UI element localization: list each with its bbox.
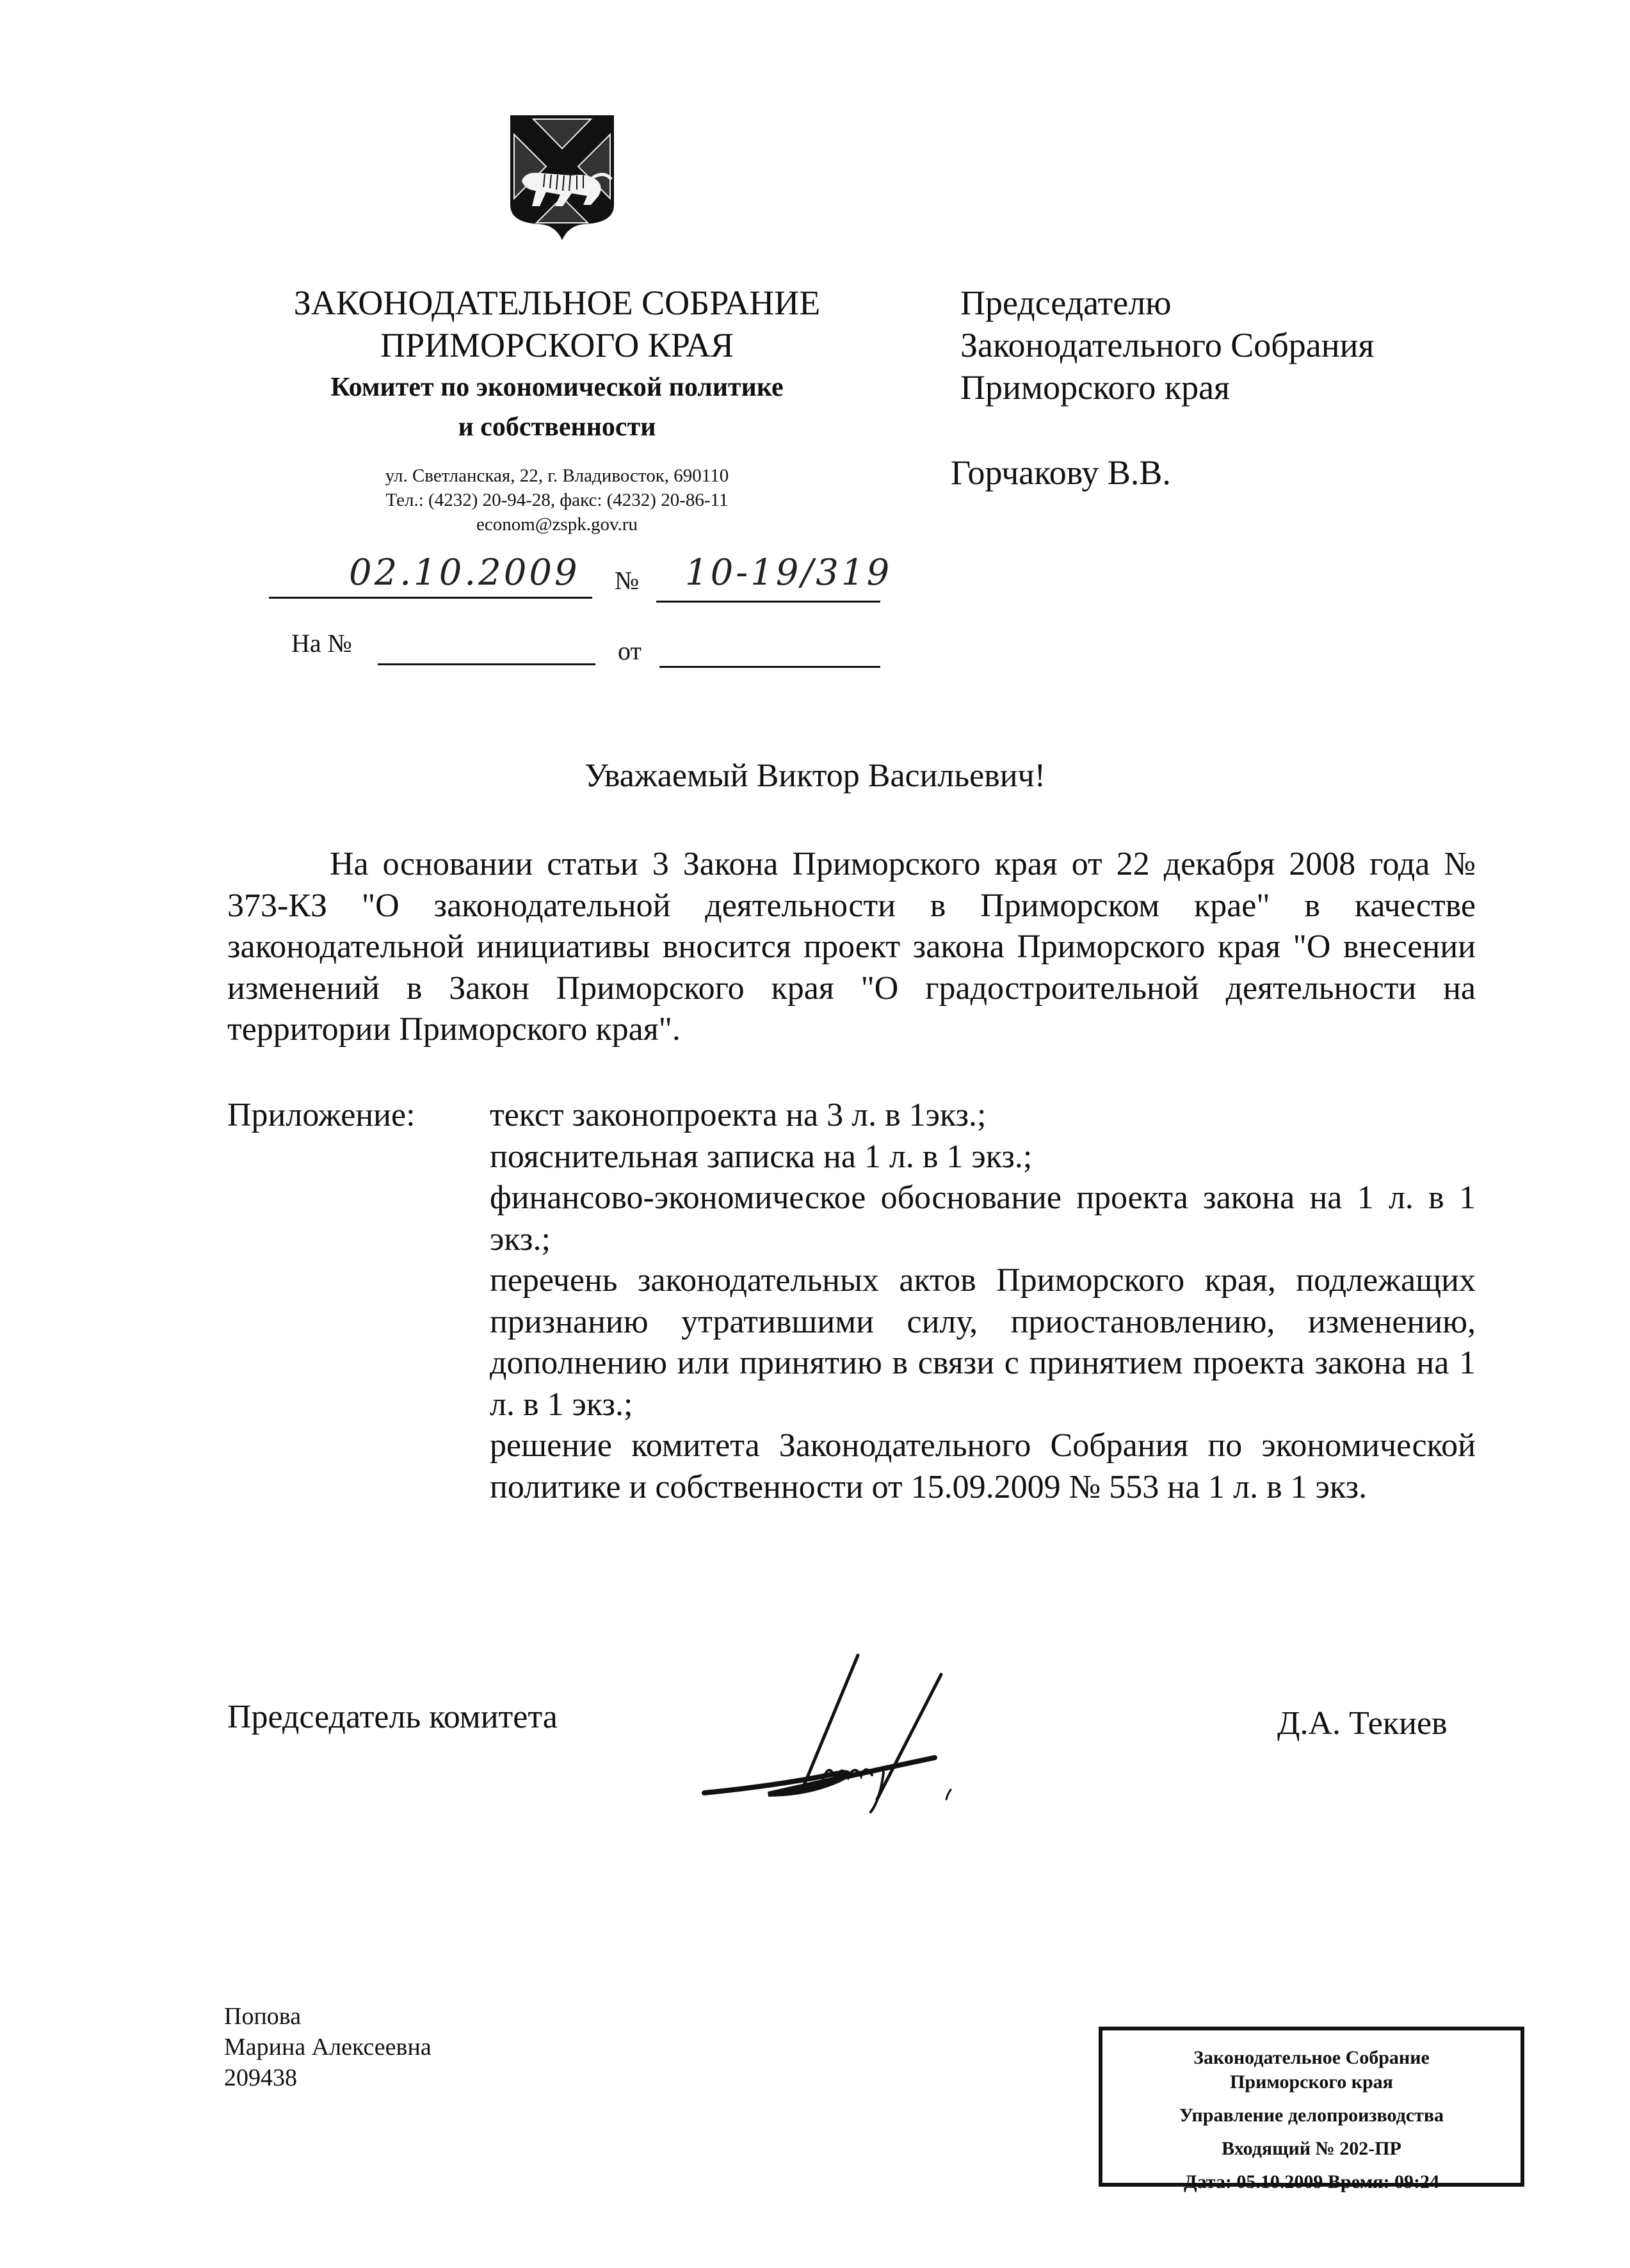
executor-phone: 209438 — [224, 2064, 297, 2091]
letterhead — [243, 282, 871, 537]
committee-name-line1: Комитет по экономической политике — [330, 373, 784, 402]
from-underline — [659, 666, 880, 668]
attachment-item: пояснительная записка на 1 л. в 1 экз.; — [490, 1138, 1033, 1175]
stamp-line2: Приморского края — [1230, 2071, 1393, 2093]
stamp-line3: Управление делопроизводства — [1179, 2105, 1444, 2126]
attachments-list — [490, 1095, 1476, 1508]
attachment-item: финансово-экономическое обоснование проекта закона на 1 л. в 1 экз.; — [490, 1179, 1476, 1258]
org-name-line2: ПРИМОРСКОГО КРАЯ — [380, 326, 734, 364]
date-underline — [269, 597, 592, 599]
org-address: ул. Светланская, 22, г. Владивосток, 690110 — [385, 466, 729, 486]
stamp-line1: Законодательное Собрание — [1193, 2047, 1430, 2068]
attachment-item: текст законопроекта на 3 л. в 1экз.; — [490, 1097, 987, 1133]
stamp-line4: Входящий № 202-ПР — [1222, 2138, 1401, 2159]
incoming-registration-stamp — [1099, 2027, 1524, 2192]
reply-to-label: На № — [291, 629, 352, 658]
outgoing-date: 02.10.2009 — [349, 552, 580, 594]
executor-surname: Попова — [224, 2003, 302, 2030]
reply-to-underline — [378, 663, 595, 665]
attachment-item: решение комитета Законодательного Собрания по экономической политике и собственности от 15.09.2009 № 553 на 1 л. в 1 экз. — [490, 1427, 1476, 1505]
committee-name-line2: и собственности — [458, 412, 656, 442]
attachments-label: Приложение: — [227, 1097, 416, 1133]
recipient-line3: Приморского края — [960, 368, 1230, 407]
recipient-line2: Законодательного Собрания — [960, 326, 1375, 364]
number-underline — [656, 601, 880, 603]
org-phones: Тел.: (4232) 20-94-28, факс: (4232) 20-86-11 — [385, 490, 729, 510]
stamp-line5: Дата: 05.10.2009 Время: 09:24 — [1183, 2171, 1440, 2192]
executor-block — [224, 2001, 432, 2093]
recipient-block — [960, 282, 1374, 409]
recipient-name: Горчакову В.В. — [951, 453, 1171, 492]
recipient-line1: Председателю — [960, 284, 1172, 322]
signer-title: Председатель комитета — [227, 1699, 558, 1735]
executor-name: Марина Алексеевна — [224, 2034, 432, 2061]
from-label: от — [618, 636, 642, 665]
org-name-line1: ЗАКОНОДАТЕЛЬНОЕ СОБРАНИЕ — [293, 284, 821, 322]
letter-body: На основании статьи 3 Закона Приморского края от 22 декабря 2008 года № 373-КЗ "О законодательной деятельности в Приморском крае" в качестве законодательной инициативы вносится проект закона Приморского края "О внесении изменений в Закон Приморского края "О градостроительной деятельности на территории Приморского края". — [227, 846, 1476, 1048]
attachment-item: перечень законодательных актов Приморского края, подлежащих признанию утратившими силу, приостановлению, изменению, дополнению или принятию в связи с принятием проекта закона на 1 л. в 1 экз.; — [490, 1262, 1476, 1423]
org-email: econom@zspk.gov.ru — [476, 514, 638, 535]
coat-of-arms-icon — [508, 109, 617, 243]
signer-name: Д.А. Текиев — [1277, 1705, 1448, 1742]
number-label: № — [615, 566, 640, 595]
salutation: Уважаемый Виктор Васильевич! — [584, 757, 1046, 794]
handwritten-signature — [691, 1626, 1152, 1818]
outgoing-number: 10-19/319 — [685, 552, 892, 594]
